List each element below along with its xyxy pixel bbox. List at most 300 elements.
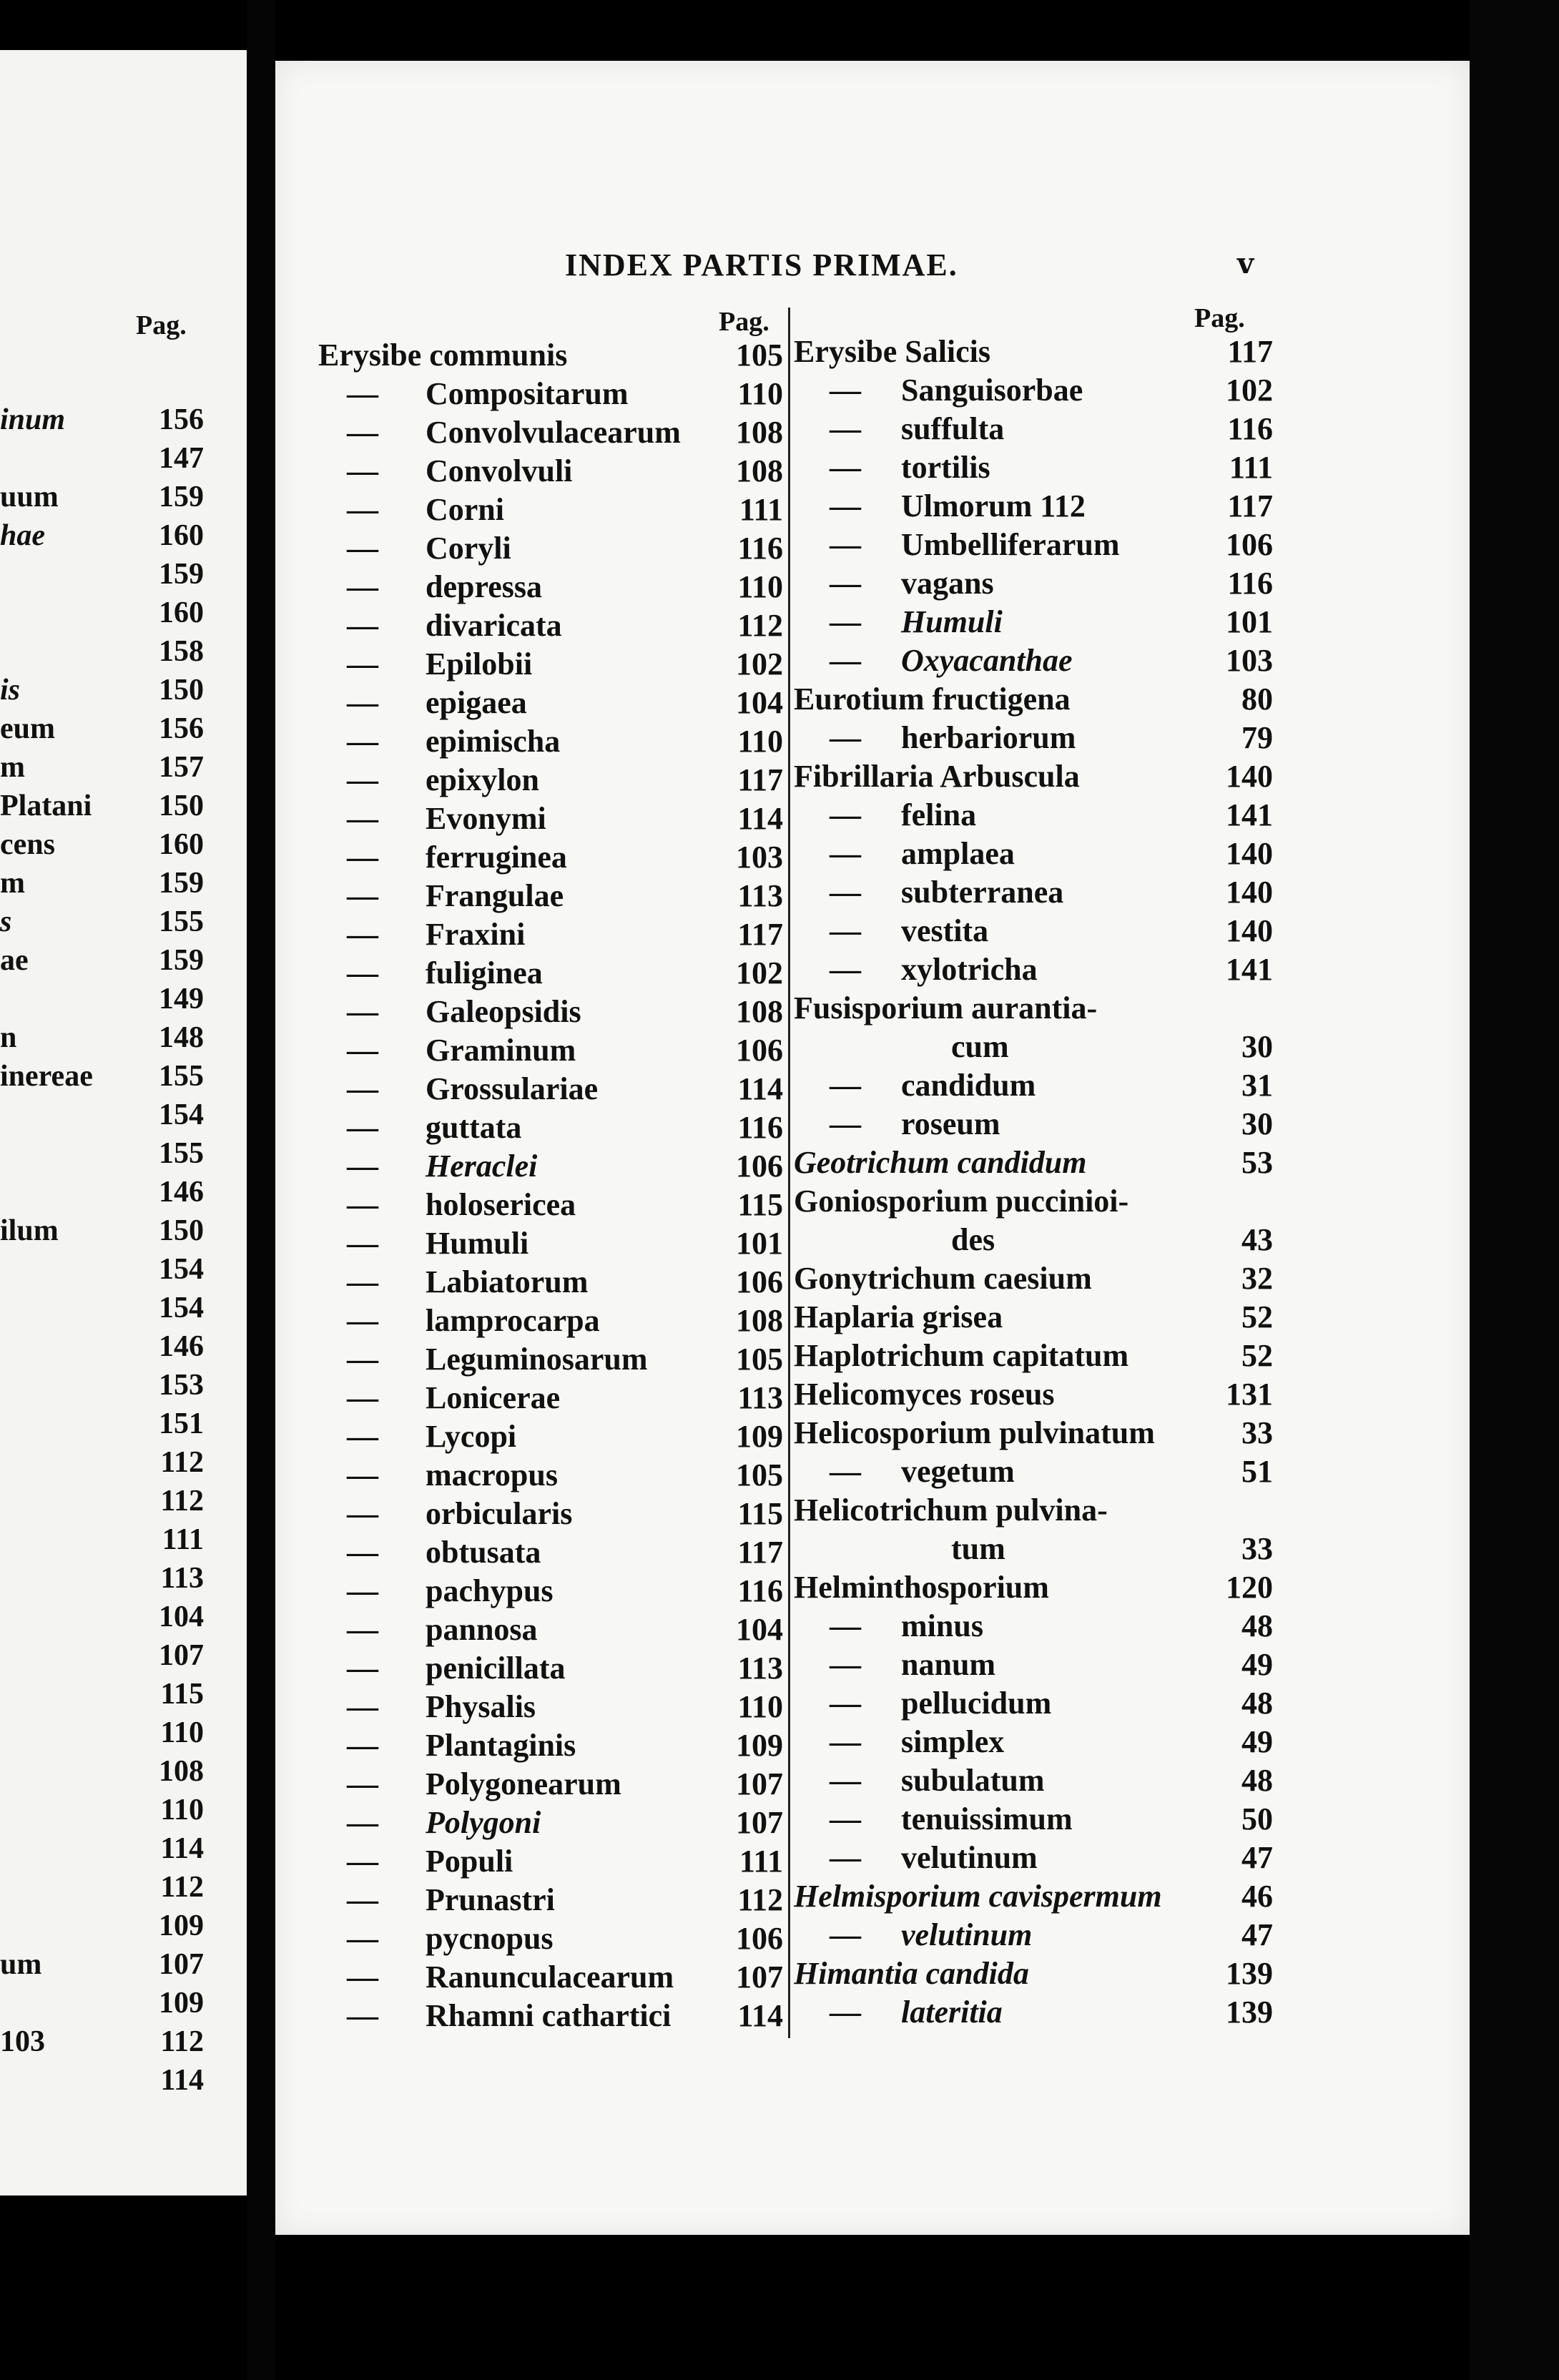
entry-page: 111 bbox=[1229, 450, 1273, 485]
left-index-entry bbox=[0, 1173, 204, 1211]
ditto-dash: — bbox=[347, 376, 378, 411]
ditto-dash: — bbox=[830, 488, 861, 523]
entry-name: Fusisporium aurantia- bbox=[794, 990, 1098, 1026]
left-index-entry bbox=[0, 1018, 204, 1057]
entry-name: velutinum bbox=[901, 1917, 1033, 1952]
entry-name: Evonymi bbox=[426, 801, 546, 836]
left-entry-page: 159 bbox=[159, 867, 204, 900]
index-entry bbox=[318, 1263, 783, 1302]
ditto-dash: — bbox=[347, 1226, 378, 1261]
left-entry-name: n bbox=[0, 1021, 17, 1054]
entry-name: nanum bbox=[901, 1647, 996, 1682]
entry-page: 30 bbox=[1241, 1029, 1273, 1064]
entry-name: Gonytrichum caesium bbox=[794, 1261, 1092, 1296]
left-entry-name: eum bbox=[0, 712, 55, 745]
entry-page: 106 bbox=[736, 1264, 783, 1299]
left-index-entry bbox=[0, 1211, 204, 1250]
index-entry bbox=[318, 375, 783, 413]
index-entry bbox=[794, 1105, 1273, 1144]
entry-page: 102 bbox=[736, 646, 783, 682]
entry-page: 52 bbox=[1241, 1299, 1273, 1334]
entry-page: 31 bbox=[1241, 1068, 1273, 1103]
entry-page: 140 bbox=[1226, 759, 1273, 794]
entry-page: 116 bbox=[1227, 411, 1273, 446]
entry-page: 107 bbox=[736, 1805, 783, 1840]
entry-name: xylotricha bbox=[901, 952, 1038, 987]
entry-name: lateritia bbox=[901, 1995, 1003, 2030]
ditto-dash: — bbox=[347, 917, 378, 952]
index-entry bbox=[794, 835, 1273, 873]
left-index-entry bbox=[0, 1675, 204, 1713]
entry-page: 115 bbox=[737, 1187, 783, 1222]
entry-page: 101 bbox=[1226, 604, 1273, 639]
entry-name: pachypus bbox=[426, 1573, 554, 1608]
index-entry bbox=[794, 873, 1273, 912]
left-index-entry bbox=[0, 1636, 204, 1675]
left-index-entry bbox=[0, 1096, 204, 1134]
ditto-dash: — bbox=[347, 840, 378, 875]
left-index-entry bbox=[0, 1907, 204, 1945]
entry-page: 116 bbox=[737, 1573, 783, 1608]
ditto-dash: — bbox=[347, 415, 378, 450]
left-entry-name: inereae bbox=[0, 1060, 93, 1093]
ditto-dash: — bbox=[830, 913, 861, 948]
entry-name: Epilobii bbox=[426, 646, 533, 682]
entry-name: Graminum bbox=[426, 1033, 576, 1068]
ditto-dash: — bbox=[347, 1844, 378, 1879]
left-index-entry bbox=[0, 941, 204, 980]
entry-page: 141 bbox=[1226, 797, 1273, 832]
entry-name: Haplotrichum capitatum bbox=[794, 1338, 1129, 1373]
left-entry-page: 114 bbox=[160, 1832, 204, 1865]
left-entry-page: 111 bbox=[162, 1523, 204, 1556]
entry-name: Geotrichum candidum bbox=[794, 1145, 1087, 1180]
ditto-dash: — bbox=[347, 1457, 378, 1493]
entry-page: 51 bbox=[1241, 1454, 1273, 1489]
ditto-dash: — bbox=[347, 1033, 378, 1068]
entry-page: 43 bbox=[1241, 1222, 1273, 1257]
entry-name: Humuli bbox=[426, 1226, 529, 1261]
index-entry bbox=[318, 1958, 783, 1997]
index-entry bbox=[318, 954, 783, 993]
entry-page: 113 bbox=[737, 878, 783, 913]
left-index-entry bbox=[0, 1713, 204, 1752]
left-entry-page: 146 bbox=[159, 1176, 204, 1209]
left-index-entry bbox=[0, 748, 204, 787]
entry-name: felina bbox=[901, 797, 977, 832]
left-entry-page: 109 bbox=[159, 1909, 204, 1942]
left-index-entry bbox=[0, 1598, 204, 1636]
ditto-dash: — bbox=[347, 569, 378, 604]
left-index-entry bbox=[0, 1945, 204, 1984]
entry-name: Galeopsidis bbox=[426, 994, 581, 1029]
index-entry bbox=[318, 800, 783, 838]
entry-page: 105 bbox=[736, 1342, 783, 1377]
ditto-dash: — bbox=[830, 952, 861, 987]
entry-name: vestita bbox=[901, 913, 989, 948]
index-entry bbox=[318, 336, 783, 375]
index-entry bbox=[318, 529, 783, 568]
ditto-dash: — bbox=[347, 955, 378, 990]
ditto-dash: — bbox=[830, 1068, 861, 1103]
ditto-dash: — bbox=[347, 724, 378, 759]
entry-page: 102 bbox=[736, 955, 783, 990]
ditto-dash: — bbox=[347, 531, 378, 566]
left-index-entry bbox=[0, 864, 204, 903]
left-entry-page: 112 bbox=[160, 1446, 204, 1479]
ditto-dash: — bbox=[347, 762, 378, 797]
left-index-entry bbox=[0, 1289, 204, 1327]
entry-name: Fraxini bbox=[426, 917, 526, 952]
index-entry bbox=[794, 1684, 1273, 1723]
entry-name: Oxyacanthae bbox=[901, 643, 1073, 678]
entry-page: 116 bbox=[1227, 566, 1273, 601]
index-entry bbox=[794, 680, 1273, 719]
index-entry bbox=[794, 1530, 1273, 1568]
entry-name: pellucidum bbox=[901, 1686, 1052, 1721]
left-entry-name: s bbox=[0, 905, 12, 938]
left-index-entry bbox=[0, 709, 204, 748]
left-entry-page: 112 bbox=[160, 1485, 204, 1518]
left-index-entry bbox=[0, 1327, 204, 1366]
entry-name: simplex bbox=[901, 1724, 1005, 1759]
ditto-dash: — bbox=[347, 1766, 378, 1801]
entry-page: 105 bbox=[736, 338, 783, 373]
ditto-dash: — bbox=[347, 878, 378, 913]
entry-name: velutinum bbox=[901, 1840, 1038, 1875]
left-entry-page: 107 bbox=[159, 1639, 204, 1672]
index-entry bbox=[794, 371, 1273, 410]
entry-page: 49 bbox=[1241, 1647, 1273, 1682]
index-entry bbox=[794, 1607, 1273, 1646]
entry-name: ferruginea bbox=[426, 840, 567, 875]
index-entry bbox=[794, 1993, 1273, 2032]
index-entry bbox=[318, 568, 783, 606]
ditto-dash: — bbox=[347, 1535, 378, 1570]
entry-page: 141 bbox=[1226, 952, 1273, 987]
entry-name: Compositarum bbox=[426, 376, 629, 411]
entry-page: 33 bbox=[1241, 1415, 1273, 1450]
left-entry-name: m bbox=[0, 867, 25, 900]
entry-page: 50 bbox=[1241, 1801, 1273, 1836]
left-entry-page: 153 bbox=[159, 1369, 204, 1402]
entry-page: 48 bbox=[1241, 1763, 1273, 1798]
entry-name: tum bbox=[951, 1531, 1005, 1566]
entry-page: 117 bbox=[1227, 488, 1273, 523]
left-entry-page: 156 bbox=[159, 403, 204, 436]
entry-page: 140 bbox=[1226, 875, 1273, 910]
entry-name: Convolvuli bbox=[426, 453, 573, 488]
index-entry bbox=[318, 1804, 783, 1842]
index-entry bbox=[794, 448, 1273, 487]
entry-name: Rhamni cathartici bbox=[426, 1998, 672, 2033]
entry-page: 79 bbox=[1241, 720, 1273, 755]
left-entry-page: 159 bbox=[159, 558, 204, 591]
index-entry bbox=[318, 1302, 783, 1340]
entry-name: Frangulae bbox=[426, 878, 564, 913]
left-index-entry bbox=[0, 1791, 204, 1829]
entry-name: vagans bbox=[901, 566, 994, 601]
entry-name: Erysibe Salicis bbox=[794, 334, 991, 369]
entry-name: penicillata bbox=[426, 1651, 566, 1686]
index-entry bbox=[318, 1379, 783, 1417]
entry-page: 117 bbox=[1227, 334, 1273, 369]
entry-name: epimischa bbox=[426, 724, 561, 759]
left-entry-page: 110 bbox=[160, 1794, 204, 1826]
index-entry bbox=[794, 1916, 1273, 1954]
left-entry-page: 160 bbox=[159, 519, 204, 552]
index-entry bbox=[794, 526, 1273, 564]
left-index-entry bbox=[0, 787, 204, 825]
column1-head: Pag. bbox=[719, 307, 769, 337]
ditto-dash: — bbox=[347, 1187, 378, 1222]
left-entry-page: 158 bbox=[159, 635, 204, 668]
left-entry-page: 157 bbox=[159, 751, 204, 784]
entry-name: Plantaginis bbox=[426, 1728, 576, 1763]
index-entry bbox=[318, 1997, 783, 2035]
index-entry bbox=[318, 1031, 783, 1070]
left-entry-name: ilum bbox=[0, 1214, 59, 1247]
entry-name: minus bbox=[901, 1608, 983, 1643]
ditto-dash: — bbox=[830, 875, 861, 910]
index-entry bbox=[794, 1259, 1273, 1298]
index-entry bbox=[794, 1800, 1273, 1839]
index-entry bbox=[318, 1919, 783, 1958]
index-entry bbox=[794, 1144, 1273, 1182]
entry-name: Prunastri bbox=[426, 1882, 555, 1917]
left-entry-page: 107 bbox=[159, 1948, 204, 1981]
ditto-dash: — bbox=[830, 411, 861, 446]
entry-name: Convolvulacearum bbox=[426, 415, 681, 450]
ditto-dash: — bbox=[830, 836, 861, 871]
signature-mark: v bbox=[1237, 247, 1254, 280]
left-entry-name: m bbox=[0, 751, 25, 784]
ditto-dash: — bbox=[830, 643, 861, 678]
index-entry bbox=[318, 877, 783, 915]
entry-page: 108 bbox=[736, 415, 783, 450]
index-entry bbox=[318, 491, 783, 529]
entry-page: 117 bbox=[737, 917, 783, 952]
entry-page: 139 bbox=[1226, 1995, 1273, 2030]
left-index-entry bbox=[0, 1482, 204, 1520]
ditto-dash: — bbox=[830, 1801, 861, 1836]
left-entry-page: 146 bbox=[159, 1330, 204, 1363]
ditto-dash: — bbox=[347, 1882, 378, 1917]
left-entry-name: inum bbox=[0, 403, 66, 436]
entry-page: 113 bbox=[737, 1651, 783, 1686]
left-entry-page: 150 bbox=[159, 790, 204, 822]
index-entry bbox=[318, 838, 783, 877]
left-entry-page: 156 bbox=[159, 712, 204, 745]
index-entry bbox=[318, 1842, 783, 1881]
left-entry-page: 114 bbox=[160, 2064, 204, 2097]
entry-page: 117 bbox=[737, 1535, 783, 1570]
running-header: INDEX PARTIS PRIMAE. bbox=[565, 247, 958, 282]
left-entry-name: cens bbox=[0, 828, 55, 861]
entry-page: 117 bbox=[737, 762, 783, 797]
column-divider bbox=[788, 308, 790, 2038]
index-entry bbox=[794, 1839, 1273, 1877]
left-entry-page: 159 bbox=[159, 481, 204, 513]
entry-page: 103 bbox=[736, 840, 783, 875]
entry-page: 48 bbox=[1241, 1686, 1273, 1721]
entry-page: 112 bbox=[737, 1882, 783, 1917]
index-entry bbox=[318, 1186, 783, 1224]
index-entry bbox=[794, 796, 1273, 835]
ditto-dash: — bbox=[347, 685, 378, 720]
entry-page: 52 bbox=[1241, 1338, 1273, 1373]
entry-page: 47 bbox=[1241, 1840, 1273, 1875]
index-entry bbox=[794, 1491, 1273, 1530]
ditto-dash: — bbox=[347, 1959, 378, 1995]
index-entry bbox=[794, 1452, 1273, 1491]
entry-page: 112 bbox=[737, 608, 783, 643]
left-index-entry bbox=[0, 1559, 204, 1598]
index-entry bbox=[318, 993, 783, 1031]
ditto-dash: — bbox=[347, 801, 378, 836]
entry-name: orbicularis bbox=[426, 1496, 573, 1531]
index-entry bbox=[794, 1066, 1273, 1105]
ditto-dash: — bbox=[830, 1995, 861, 2030]
entry-page: 116 bbox=[737, 1110, 783, 1145]
ditto-dash: — bbox=[347, 1419, 378, 1454]
left-index-entry bbox=[0, 1520, 204, 1559]
ditto-dash: — bbox=[347, 1998, 378, 2033]
entry-name: obtusata bbox=[426, 1535, 541, 1570]
entry-page: 140 bbox=[1226, 913, 1273, 948]
left-index-entry bbox=[0, 2061, 204, 2100]
index-entry bbox=[794, 1723, 1273, 1761]
ditto-dash: — bbox=[347, 646, 378, 682]
index-entry bbox=[318, 413, 783, 452]
entry-page: 32 bbox=[1241, 1261, 1273, 1296]
ditto-dash: — bbox=[347, 453, 378, 488]
index-entry bbox=[794, 1182, 1273, 1221]
ditto-dash: — bbox=[830, 1608, 861, 1643]
left-entry-page: 155 bbox=[159, 1137, 204, 1170]
entry-name: amplaea bbox=[901, 836, 1015, 871]
ditto-dash: — bbox=[347, 1496, 378, 1531]
entry-page: 105 bbox=[736, 1457, 783, 1493]
index-entry bbox=[794, 989, 1273, 1028]
ditto-dash: — bbox=[347, 1380, 378, 1415]
entry-page: 102 bbox=[1226, 373, 1273, 408]
entry-name: cum bbox=[951, 1029, 1009, 1064]
entry-page: 131 bbox=[1226, 1377, 1273, 1412]
left-entry-page: 147 bbox=[159, 442, 204, 475]
left-entry-page: 113 bbox=[160, 1562, 204, 1595]
left-entry-page: 104 bbox=[159, 1600, 204, 1633]
ditto-dash: — bbox=[347, 994, 378, 1029]
entry-name: macropus bbox=[426, 1457, 558, 1493]
left-index-entry bbox=[0, 1405, 204, 1443]
entry-name: vegetum bbox=[901, 1454, 1015, 1489]
left-index-entry bbox=[0, 1752, 204, 1791]
entry-name: Goniosporium puccinioi- bbox=[794, 1184, 1129, 1219]
left-entry-page: 112 bbox=[160, 2025, 204, 2058]
index-entry bbox=[794, 410, 1273, 448]
index-entry bbox=[794, 719, 1273, 757]
left-entry-page: 108 bbox=[159, 1755, 204, 1788]
left-page bbox=[0, 50, 248, 2195]
ditto-dash: — bbox=[347, 1728, 378, 1763]
left-index-entry bbox=[0, 555, 204, 594]
entry-page: 106 bbox=[1226, 527, 1273, 562]
index-entry bbox=[794, 912, 1273, 950]
ditto-dash: — bbox=[347, 1689, 378, 1724]
index-entry bbox=[318, 645, 783, 684]
entry-page: 101 bbox=[736, 1226, 783, 1261]
left-index-entry bbox=[0, 439, 204, 478]
index-entry bbox=[794, 950, 1273, 989]
ditto-dash: — bbox=[830, 566, 861, 601]
entry-page: 33 bbox=[1241, 1531, 1273, 1566]
ditto-dash: — bbox=[347, 1071, 378, 1106]
entry-name: Lycopi bbox=[426, 1419, 517, 1454]
entry-name: herbariorum bbox=[901, 720, 1076, 755]
ditto-dash: — bbox=[347, 1110, 378, 1145]
entry-name: Humuli bbox=[901, 604, 1003, 639]
entry-name: Helicotrichum pulvina- bbox=[794, 1493, 1108, 1528]
entry-page: 107 bbox=[736, 1766, 783, 1801]
entry-page: 53 bbox=[1241, 1145, 1273, 1180]
left-entry-page: 115 bbox=[160, 1678, 204, 1711]
index-entry bbox=[318, 1070, 783, 1108]
left-entry-name: ae bbox=[0, 944, 29, 977]
index-entry bbox=[794, 1298, 1273, 1337]
entry-page: 110 bbox=[737, 1689, 783, 1724]
entry-page: 106 bbox=[736, 1921, 783, 1956]
left-index-entry bbox=[0, 1057, 204, 1096]
entry-name: divaricata bbox=[426, 608, 562, 643]
index-entry bbox=[318, 1688, 783, 1726]
index-entry bbox=[794, 564, 1273, 603]
entry-name: holosericea bbox=[426, 1187, 576, 1222]
entry-page: 110 bbox=[737, 376, 783, 411]
index-entry bbox=[318, 1881, 783, 1919]
entry-page: 104 bbox=[736, 1612, 783, 1647]
ditto-dash: — bbox=[830, 450, 861, 485]
entry-name: fuliginea bbox=[426, 955, 543, 990]
entry-page: 103 bbox=[1226, 643, 1273, 678]
entry-page: 30 bbox=[1241, 1106, 1273, 1141]
index-entry bbox=[318, 1572, 783, 1611]
entry-page: 108 bbox=[736, 453, 783, 488]
index-entry bbox=[794, 487, 1273, 526]
left-index-entry bbox=[0, 400, 204, 439]
ditto-dash: — bbox=[830, 373, 861, 408]
left-index-entry bbox=[0, 632, 204, 671]
index-entry bbox=[794, 333, 1273, 371]
entry-page: 110 bbox=[737, 569, 783, 604]
left-index-entry bbox=[0, 903, 204, 941]
entry-name: pycnopus bbox=[426, 1921, 554, 1956]
ditto-dash: — bbox=[830, 1106, 861, 1141]
ditto-dash: — bbox=[830, 604, 861, 639]
left-index-entry bbox=[0, 1984, 204, 2022]
left-entry-name: uum bbox=[0, 481, 59, 513]
column2-head: Pag. bbox=[1194, 303, 1245, 333]
index-entry bbox=[794, 1375, 1273, 1414]
entry-page: 108 bbox=[736, 994, 783, 1029]
ditto-dash: — bbox=[347, 1303, 378, 1338]
entry-name: roseum bbox=[901, 1106, 1000, 1141]
entry-name: epixylon bbox=[426, 762, 539, 797]
entry-name: guttata bbox=[426, 1110, 522, 1145]
entry-name: suffulta bbox=[901, 411, 1005, 446]
entry-name: Helicomyces roseus bbox=[794, 1377, 1055, 1412]
entry-name: tortilis bbox=[901, 450, 990, 485]
